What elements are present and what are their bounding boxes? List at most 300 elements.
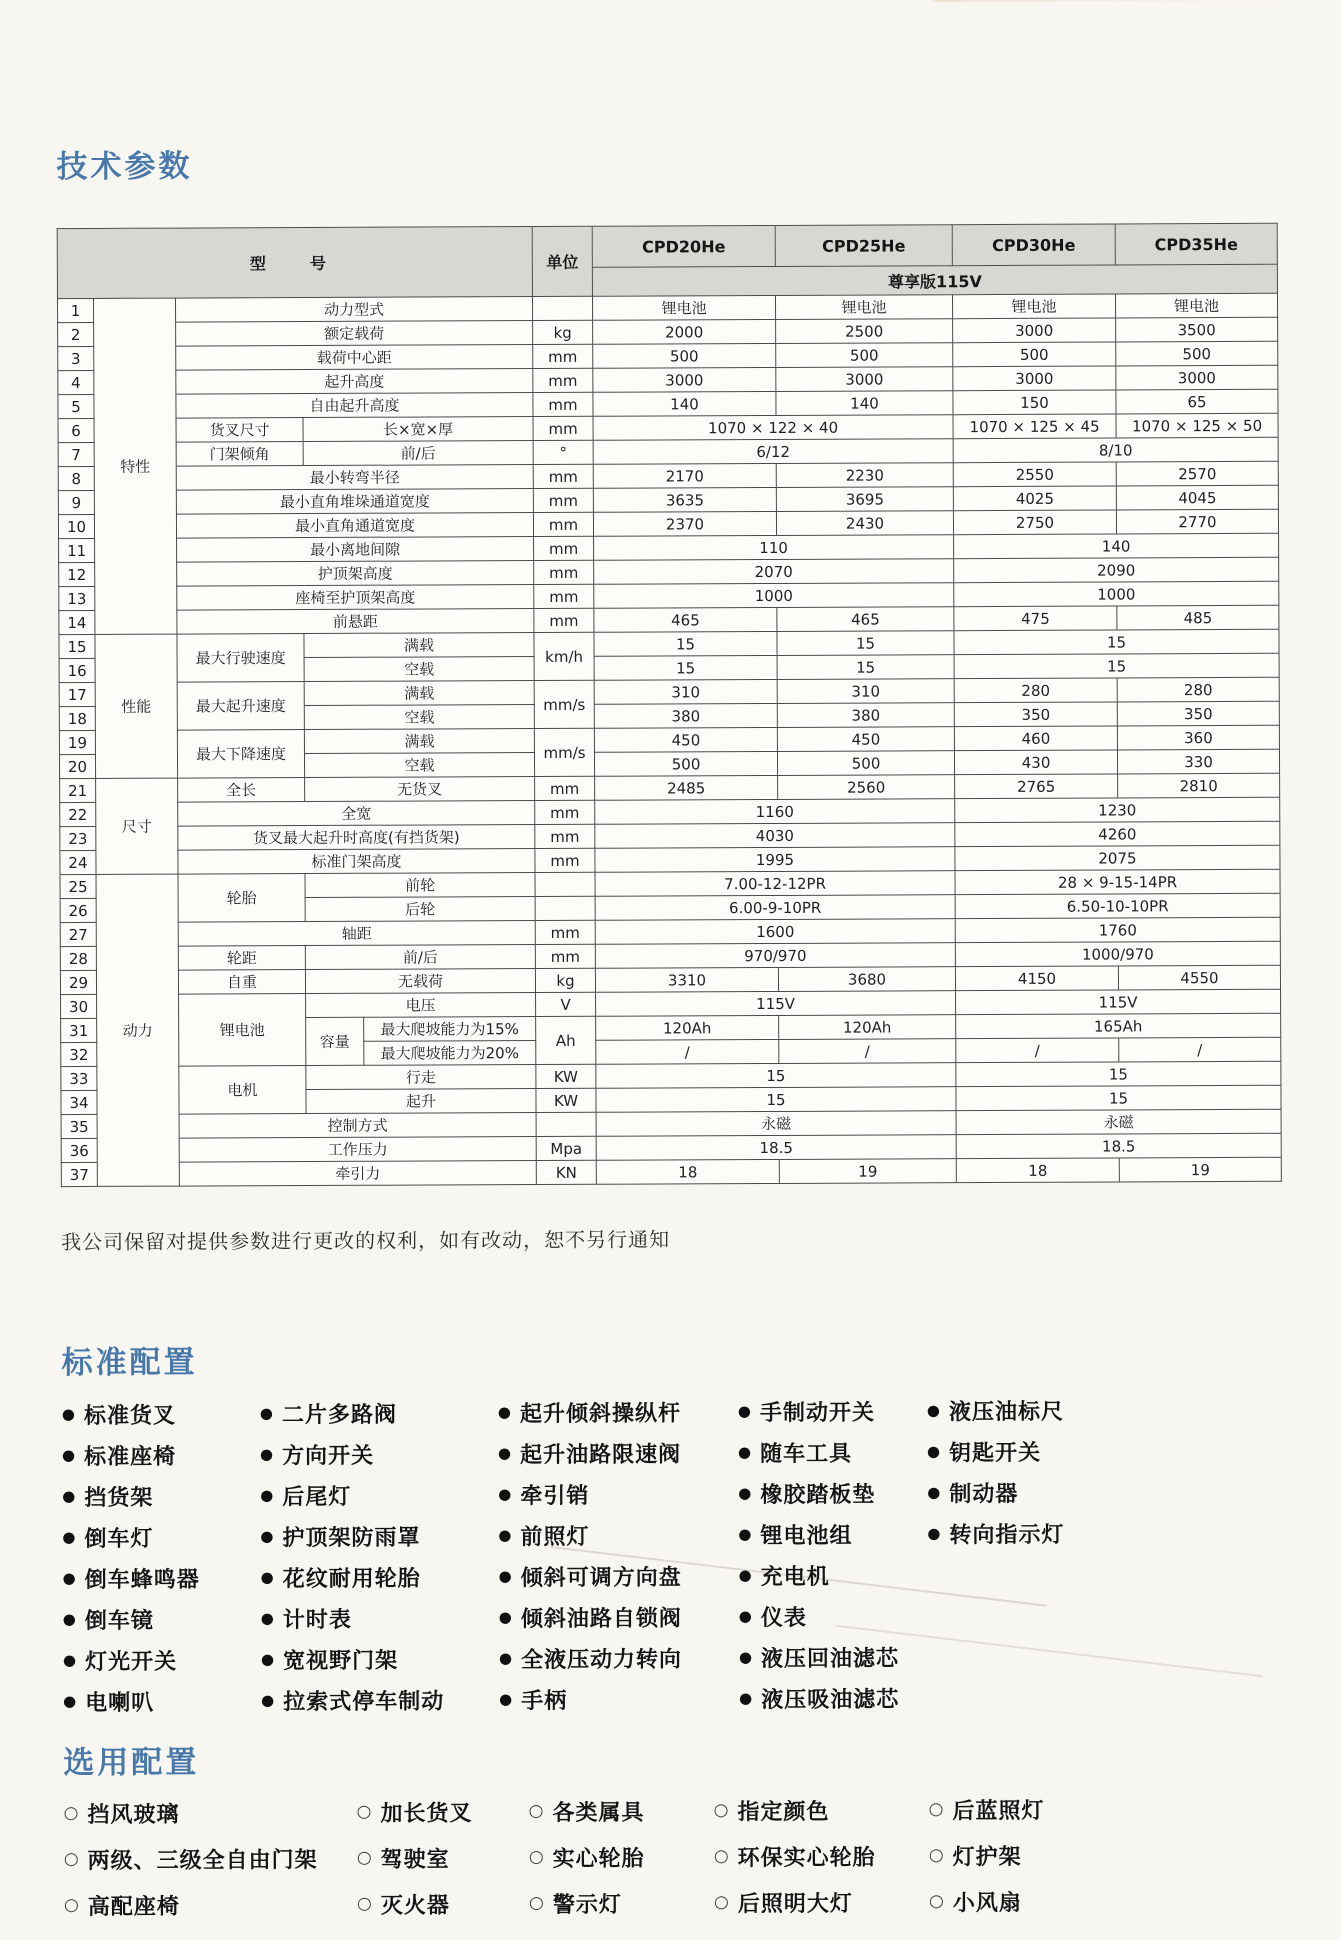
table-cell: 8 — [58, 466, 94, 490]
config-column — [713, 1787, 875, 1926]
table-cell: 最大爬坡能力为15% — [364, 1017, 536, 1042]
standard-config-item — [738, 1472, 898, 1514]
table-cell: 2765 — [955, 774, 1118, 799]
table-cell: 350 — [1117, 701, 1279, 726]
table-cell: mm/s — [534, 680, 594, 728]
table-cell: 最大起升速度 — [177, 682, 304, 731]
config-item-label: 制动器 — [949, 1481, 1019, 1508]
config-item-label: 液压回油滤芯 — [760, 1646, 900, 1673]
table-cell: 12 — [59, 562, 95, 586]
table-cell: 1070 × 122 × 40 — [593, 415, 953, 441]
table-cell: 17 — [59, 682, 95, 706]
config-column — [927, 1390, 1065, 1555]
config-item-label: 液压吸油滤芯 — [761, 1687, 900, 1714]
table-cell: 1760 — [955, 917, 1280, 942]
filled-bullet-icon: ● — [498, 1567, 512, 1586]
standard-config-item — [498, 1432, 681, 1474]
table-cell: / — [779, 1039, 956, 1064]
table-cell: 2560 — [778, 775, 955, 800]
config-item-label: 高配座椅 — [87, 1894, 180, 1920]
table-cell: 5 — [58, 394, 94, 418]
config-item-label: 倾斜油路自锁阀 — [520, 1606, 682, 1633]
filled-bullet-icon: ● — [62, 1610, 76, 1629]
table-cell: 27 — [60, 922, 96, 946]
table-cell: 450 — [594, 727, 777, 752]
table-cell: 28 — [60, 946, 96, 970]
optional-config-item — [529, 1834, 645, 1881]
table-cell: 3000 — [776, 367, 953, 392]
config-item-label: 标准座椅 — [84, 1444, 177, 1470]
table-cell: 最小直角堆垛通道宽度 — [176, 489, 533, 515]
table-cell: mm/s — [534, 728, 594, 776]
table-cell: 35 — [61, 1114, 97, 1138]
standard-config-item — [738, 1431, 898, 1473]
filled-bullet-icon: ● — [737, 1402, 751, 1421]
config-column — [498, 1391, 683, 1720]
table-cell: 29 — [60, 970, 96, 994]
optional-config-item — [357, 1834, 473, 1881]
table-cell: 电机 — [179, 1066, 306, 1115]
table-cell: 锂电池 — [1115, 293, 1277, 318]
table-cell: 3500 — [1116, 317, 1278, 342]
config-item-label: 锂电池组 — [760, 1523, 853, 1550]
filled-bullet-icon: ● — [260, 1609, 274, 1628]
table-cell: 15 — [594, 655, 777, 680]
table-cell: 3000 — [1116, 365, 1278, 390]
table-cell: KN — [536, 1160, 596, 1184]
table-cell: 2370 — [593, 511, 776, 536]
filled-bullet-icon: ● — [926, 1401, 940, 1420]
table-cell: 1000 — [594, 583, 954, 609]
config-column — [928, 1786, 1044, 1925]
filled-bullet-icon: ● — [498, 1485, 512, 1504]
table-cell: 载荷中心距 — [176, 345, 533, 371]
table-cell: 3 — [58, 346, 94, 370]
table-cell: 锂电池 — [953, 294, 1116, 319]
table-cell: km/h — [534, 632, 594, 680]
optional-config-item — [714, 1833, 876, 1880]
filled-bullet-icon: ● — [499, 1690, 513, 1709]
table-cell: 500 — [594, 751, 777, 776]
standard-config-item — [498, 1473, 681, 1515]
optional-config-item — [528, 1788, 644, 1835]
table-cell: 465 — [594, 607, 777, 632]
table-cell: 动力 — [96, 874, 179, 1186]
standard-config-item — [260, 1556, 443, 1598]
table-cell: mm — [535, 848, 595, 872]
config-column — [64, 1789, 318, 1928]
standard-config-item — [260, 1433, 443, 1475]
table-cell: 19 — [779, 1159, 956, 1184]
config-item-label: 手制动开关 — [759, 1400, 876, 1427]
table-cell: 450 — [777, 727, 954, 752]
filled-bullet-icon: ● — [738, 1648, 753, 1667]
circle-bullet-icon: ○ — [356, 1893, 372, 1914]
standard-config-item — [63, 1598, 200, 1640]
table-cell: / — [596, 1039, 779, 1064]
table-cell: 310 — [594, 679, 777, 704]
table-cell: 330 — [1117, 749, 1279, 774]
table-cell: 无载荷 — [305, 969, 535, 994]
table-cell: 2230 — [776, 463, 953, 488]
table-cell: 7 — [58, 442, 94, 466]
table-cell: 2500 — [776, 319, 953, 344]
table-cell: 容量 — [306, 1017, 364, 1065]
standard-config-item — [261, 1679, 444, 1721]
config-item-label: 仪表 — [760, 1605, 807, 1632]
config-item-label: 实心轮胎 — [552, 1846, 645, 1872]
filled-bullet-icon: ● — [738, 1566, 752, 1585]
filled-bullet-icon: ● — [497, 1444, 512, 1463]
standard-config-item — [738, 1513, 898, 1555]
table-cell: mm — [533, 392, 593, 416]
table-cell: 4550 — [1118, 965, 1280, 990]
config-item-label: 标准货叉 — [83, 1403, 177, 1429]
standard-config-item — [63, 1680, 200, 1722]
table-cell: 26 — [60, 898, 96, 922]
table-cell: 锂电池 — [179, 994, 306, 1067]
table-cell: 280 — [1117, 677, 1279, 702]
table-cell: 货叉尺寸 — [176, 418, 303, 443]
table-cell: 31 — [61, 1018, 97, 1042]
filled-bullet-icon: ● — [260, 1650, 275, 1669]
config-item-label: 钥匙开关 — [949, 1440, 1042, 1467]
table-cell: 475 — [954, 606, 1117, 631]
table-cell: mm — [535, 824, 595, 848]
table-cell: 15 — [954, 653, 1279, 678]
table-cell: 满载 — [304, 729, 534, 754]
config-item-label: 液压油标尺 — [948, 1399, 1065, 1426]
table-cell: 460 — [954, 726, 1117, 751]
table-cell: 2000 — [593, 319, 776, 344]
table-cell: 护顶架高度 — [177, 561, 534, 587]
circle-bullet-icon: ○ — [713, 1799, 729, 1820]
table-cell: 工作压力 — [179, 1137, 536, 1163]
table-cell: 轴距 — [178, 921, 535, 947]
circle-bullet-icon: ○ — [713, 1891, 729, 1912]
table-cell: 30 — [61, 994, 97, 1018]
filled-bullet-icon: ● — [259, 1404, 273, 1423]
table-cell: 控制方式 — [179, 1113, 536, 1139]
table-cell: 15 — [777, 631, 954, 656]
table-cell: / — [1119, 1037, 1281, 1062]
table-cell: 全长 — [178, 778, 305, 803]
table-cell: 15 — [59, 634, 95, 658]
table-cell: 350 — [954, 702, 1117, 727]
table-cell: 轮胎 — [178, 874, 305, 923]
filled-bullet-icon: ● — [927, 1483, 941, 1502]
table-cell: 500 — [593, 343, 776, 368]
config-item-label: 指定颜色 — [737, 1799, 830, 1825]
config-item-label: 随车工具 — [760, 1441, 853, 1468]
table-cell: 3000 — [593, 367, 776, 392]
table-cell: 115V — [956, 989, 1281, 1014]
filled-bullet-icon: ● — [737, 1443, 752, 1462]
config-item-label: 计时表 — [282, 1607, 352, 1634]
standard-config-item — [498, 1514, 681, 1556]
config-item-label: 电喇叭 — [85, 1690, 155, 1716]
table-cell: 1995 — [595, 847, 955, 873]
standard-config-item — [927, 1390, 1064, 1432]
circle-bullet-icon: ○ — [528, 1892, 544, 1913]
table-cell — [536, 1112, 596, 1136]
config-item-label: 护顶架防雨罩 — [282, 1525, 421, 1552]
table-cell: 15 — [954, 629, 1279, 654]
config-column — [356, 1788, 472, 1927]
config-item-label: 警示灯 — [552, 1892, 622, 1918]
optional-config-list — [64, 1785, 1305, 1940]
table-cell: mm — [534, 536, 594, 560]
model-name-header: CPD30He — [952, 224, 1115, 266]
table-cell: 310 — [777, 679, 954, 704]
table-cell: 6 — [58, 418, 94, 442]
filled-bullet-icon: ● — [260, 1527, 274, 1546]
circle-bullet-icon: ○ — [713, 1845, 729, 1866]
table-cell: 锂电池 — [776, 295, 953, 320]
table-cell: 起升 — [306, 1089, 536, 1114]
table-cell: mm — [534, 560, 594, 584]
table-cell: KW — [536, 1088, 596, 1112]
config-item-label: 后尾灯 — [282, 1484, 352, 1511]
filled-bullet-icon: ● — [260, 1486, 274, 1505]
table-cell: 165Ah — [956, 1013, 1281, 1038]
standard-config-item — [498, 1555, 681, 1597]
table-cell: KW — [536, 1064, 596, 1088]
table-cell: 500 — [1116, 341, 1278, 366]
circle-bullet-icon: ○ — [356, 1847, 372, 1868]
spec-table-body — [57, 293, 1281, 1186]
filled-bullet-icon: ● — [62, 1446, 76, 1465]
filled-bullet-icon: ● — [738, 1484, 752, 1503]
table-cell: 自重 — [178, 970, 305, 995]
config-item-label: 橡胶踏板垫 — [760, 1482, 876, 1509]
table-cell: 15 — [777, 655, 954, 680]
config-item-label: 全液压动力转向 — [520, 1647, 683, 1674]
standard-config-item — [739, 1595, 899, 1637]
table-cell: 8/10 — [953, 437, 1278, 462]
table-cell: 货叉最大起升时高度(有挡货架) — [178, 825, 535, 851]
standard-config-item — [499, 1678, 682, 1720]
circle-bullet-icon: ○ — [528, 1800, 544, 1821]
table-cell: 永磁 — [596, 1111, 956, 1137]
model-name-header: CPD20He — [592, 225, 775, 267]
standard-config-item — [62, 1557, 199, 1599]
table-cell: mm — [533, 488, 593, 512]
table-cell: 4045 — [1116, 485, 1278, 510]
table-cell: 尺寸 — [96, 778, 178, 874]
config-item-label: 后蓝照灯 — [952, 1798, 1045, 1824]
table-cell: 140 — [954, 533, 1279, 558]
table-cell: mm — [533, 344, 593, 368]
table-cell: 1230 — [955, 797, 1280, 822]
table-cell: 120Ah — [596, 1015, 779, 1040]
table-cell: 1070 × 125 × 45 — [953, 414, 1116, 439]
config-item-label: 挡风玻璃 — [87, 1802, 180, 1828]
table-cell: 15 — [596, 1087, 956, 1113]
optional-config-item — [356, 1788, 472, 1835]
table-cell: 标准门架高度 — [178, 849, 535, 875]
optional-config-item — [929, 1878, 1045, 1925]
table-cell: 6/12 — [593, 439, 953, 465]
table-cell: 21 — [60, 778, 96, 802]
table-cell: 500 — [953, 342, 1116, 367]
table-cell: 485 — [1117, 605, 1279, 630]
standard-config-item — [63, 1639, 200, 1681]
config-item-label: 加长货叉 — [380, 1800, 473, 1827]
config-column — [62, 1393, 201, 1722]
table-cell: 4025 — [953, 486, 1116, 511]
table-cell: 18.5 — [596, 1135, 956, 1161]
table-cell: 最小直角通道宽度 — [176, 513, 533, 539]
config-item-label: 花纹耐用轮胎 — [282, 1566, 421, 1593]
table-cell: 1 — [57, 298, 93, 322]
table-cell: 430 — [954, 750, 1117, 775]
standard-config-item — [62, 1393, 199, 1435]
table-cell: 1000/970 — [955, 941, 1280, 966]
standard-config-item — [927, 1513, 1064, 1555]
table-cell: mm — [535, 776, 595, 800]
table-cell: 22 — [60, 802, 96, 826]
table-cell: 500 — [777, 751, 954, 776]
model-name-header: CPD25He — [775, 225, 952, 267]
table-cell: 前/后 — [303, 441, 533, 466]
table-cell: 2550 — [953, 462, 1116, 487]
model-column-header: 型 号 — [57, 227, 532, 299]
filled-bullet-icon: ● — [498, 1608, 512, 1627]
config-item-label: 挡货架 — [84, 1485, 154, 1511]
table-cell: 13 — [59, 586, 95, 610]
table-cell: 满载 — [304, 681, 534, 706]
table-cell: 280 — [954, 678, 1117, 703]
config-item-label: 宽视野门架 — [282, 1648, 399, 1675]
table-cell: 锂电池 — [593, 295, 776, 320]
table-cell: 前轮 — [305, 873, 535, 898]
filled-bullet-icon: ● — [259, 1445, 274, 1464]
optional-config-item — [714, 1879, 876, 1926]
filled-bullet-icon: ● — [926, 1442, 941, 1461]
table-cell: 34 — [61, 1090, 97, 1114]
table-cell: 2570 — [1116, 461, 1278, 486]
config-column — [528, 1788, 644, 1927]
table-cell: kg — [533, 320, 593, 344]
table-cell: 空载 — [304, 705, 534, 730]
table-cell: 2430 — [776, 511, 953, 536]
table-cell: 牵引力 — [179, 1161, 536, 1187]
filled-bullet-icon: ● — [260, 1568, 274, 1587]
standard-config-item — [261, 1638, 444, 1680]
config-item-label: 倾斜可调方向盘 — [520, 1565, 682, 1592]
table-cell: 2075 — [955, 845, 1280, 870]
standard-config-list — [62, 1389, 1303, 1734]
table-cell: 2170 — [593, 463, 776, 488]
table-cell: 15 — [596, 1063, 956, 1089]
config-item-label: 后照明大灯 — [737, 1891, 853, 1917]
config-item-label: 二片多路阀 — [281, 1402, 398, 1429]
table-cell: 2770 — [1116, 509, 1278, 534]
table-cell: 10 — [58, 514, 94, 538]
config-item-label: 两级、三级全自由门架 — [87, 1847, 318, 1874]
config-item-label: 倒车蜂鸣器 — [84, 1567, 200, 1593]
filled-bullet-icon: ● — [498, 1649, 513, 1668]
table-cell: 7.00-12-12PR — [595, 871, 955, 897]
table-cell: 120Ah — [779, 1015, 956, 1040]
table-cell: 最大爬坡能力为20% — [364, 1041, 536, 1066]
table-cell: 65 — [1116, 389, 1278, 414]
standard-config-item — [499, 1637, 682, 1679]
table-cell: 电压 — [306, 993, 536, 1018]
table-cell: 自由起升高度 — [176, 393, 533, 419]
config-item-label: 起升油路限速阀 — [520, 1442, 682, 1469]
config-item-label: 起升倾斜操纵杆 — [519, 1401, 682, 1428]
table-cell: 2 — [58, 322, 94, 346]
config-item-label: 环保实心轮胎 — [737, 1845, 876, 1871]
table-cell: 4030 — [595, 823, 955, 849]
config-item-label: 各类属具 — [552, 1800, 645, 1826]
standard-config-item — [499, 1596, 682, 1638]
filled-bullet-icon: ● — [498, 1526, 512, 1545]
config-item-label: 方向开关 — [282, 1443, 375, 1470]
standard-config-item — [62, 1516, 199, 1558]
standard-config-item — [927, 1431, 1064, 1473]
table-cell: 无货叉 — [305, 777, 535, 802]
config-item-label: 牵引销 — [520, 1483, 590, 1510]
table-cell: 465 — [777, 607, 954, 632]
table-cell: ° — [533, 440, 593, 464]
circle-bullet-icon: ○ — [63, 1848, 79, 1869]
table-cell: mm — [533, 512, 593, 536]
table-cell: 最大下降速度 — [177, 730, 304, 779]
table-cell: 140 — [593, 391, 776, 416]
table-cell: Mpa — [536, 1136, 596, 1160]
table-cell: 6.50-10-10PR — [955, 893, 1280, 918]
config-item-label: 前照灯 — [520, 1524, 590, 1551]
table-cell: 4 — [58, 370, 94, 394]
table-cell: 后轮 — [305, 897, 535, 922]
tech-params-title: 技术参数 — [56, 148, 193, 186]
table-cell: / — [956, 1038, 1119, 1063]
filled-bullet-icon: ● — [497, 1403, 511, 1422]
optional-config-item — [529, 1880, 645, 1927]
table-cell: 空载 — [304, 657, 534, 682]
filled-bullet-icon: ● — [62, 1651, 77, 1670]
table-cell: 20 — [59, 754, 95, 778]
table-cell: 3695 — [776, 487, 953, 512]
table-cell: 行走 — [306, 1065, 536, 1090]
table-cell: 2090 — [954, 557, 1279, 582]
table-cell: 23 — [60, 826, 96, 850]
table-cell: 最小转弯半径 — [176, 465, 533, 491]
table-cell: mm — [534, 584, 594, 608]
table-cell: 500 — [776, 343, 953, 368]
table-cell: 15 — [956, 1085, 1281, 1110]
filled-bullet-icon: ● — [261, 1691, 275, 1710]
table-cell: 25 — [60, 874, 96, 898]
table-cell: 2070 — [594, 559, 954, 585]
table-cell: mm — [533, 464, 593, 488]
table-cell: 19 — [59, 730, 95, 754]
table-cell: 1000 — [954, 581, 1279, 606]
table-cell: 19 — [1119, 1157, 1281, 1182]
optional-config-item — [713, 1787, 875, 1834]
table-cell: 9 — [58, 490, 94, 514]
config-item-label: 拉索式停车制动 — [283, 1689, 445, 1716]
circle-bullet-icon: ○ — [928, 1890, 944, 1911]
table-cell: 18.5 — [956, 1133, 1281, 1158]
table-cell: mm — [533, 368, 593, 392]
table-cell: 15 — [594, 631, 777, 656]
config-column — [260, 1392, 445, 1721]
filled-bullet-icon: ● — [738, 1607, 752, 1626]
